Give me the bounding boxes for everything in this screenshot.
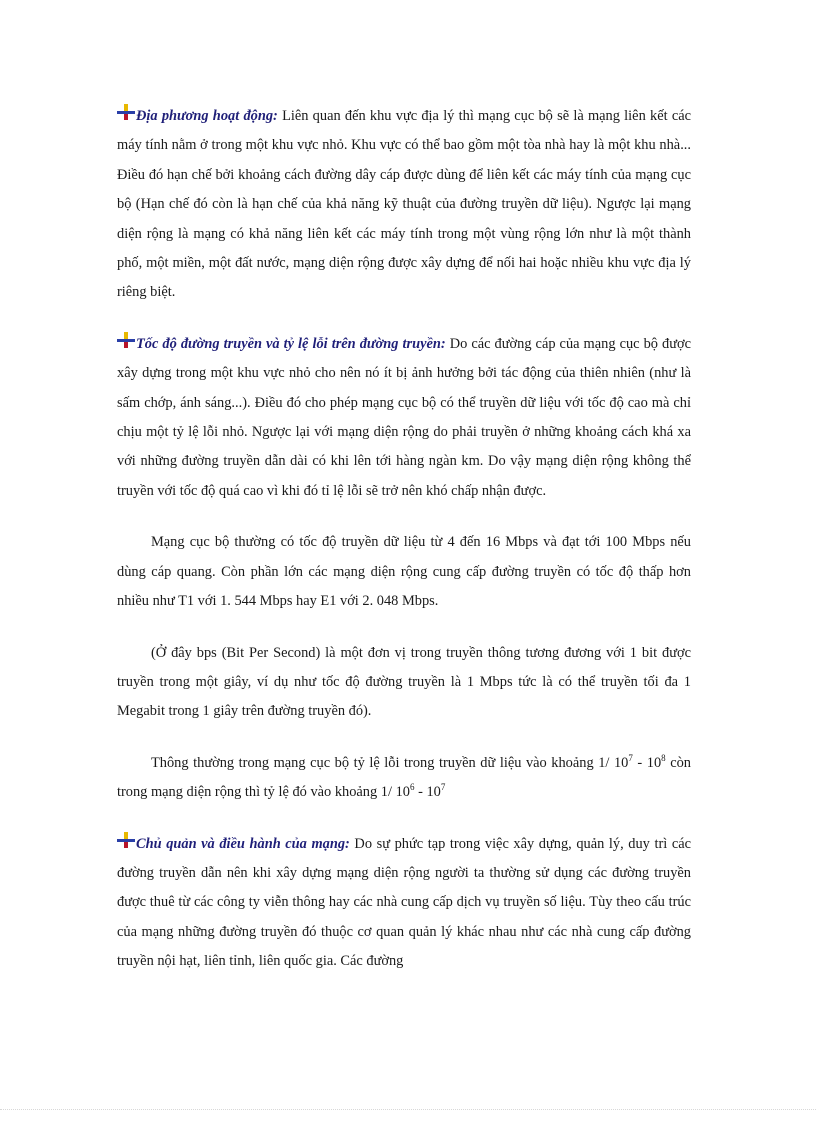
paragraph-text: - 10 [632,754,662,771]
paragraph-mang-cuc-bo [117,528,691,616]
bullet-icon [117,104,135,122]
superscript: 6 [409,782,415,793]
superscript: 7 [440,782,446,793]
paragraph-text: còn trong mạng diện rộng thì tỷ lệ đó vào khoảng 1/ 10 [117,754,691,801]
paragraph-chu-quan [117,830,691,977]
paragraph-bps-note [117,639,691,727]
paragraph-text: Do các đường cáp của mạng cục bộ được xây dựng trong một khu vực nhỏ cho nên nó ít bị ảnh hưởng bởi tác động của thiên nhiên (như là sấm chớp, ánh sáng...). Điều đó cho phép mạng cục bộ có thể truyền dữ liệu với tốc độ cao mà chỉ chịu một tỷ lệ lỗi nhỏ. Ngược lại với mạng diện rộng do phải truyền ở những khoảng cách khá xa với những đường truyền dẫn dài có khi lên tới hàng ngàn km. Do vậy mạng diện rộng không thể truyền với tốc độ quá cao vì khi đó tỉ lệ lỗi sẽ trở nên khó chấp nhận được. [117,335,691,499]
paragraph-text: Thông thường trong mạng cục bộ tỷ lệ lỗi trong truyền dữ liệu vào khoảng 1/ 10 [151,754,629,771]
paragraph-text: Mạng cục bộ thường có tốc độ truyền dữ liệu từ 4 đến 16 Mbps và đạt tới 100 Mbps nếu dùng cáp quang. Còn phần lớn các mạng diện rộng cung cấp đường truyền có tốc độ thấp hơn nhiều như T1 với 1. 544 Mbps hay E1 với 2. 048 Mbps. [117,534,691,610]
paragraph-heading: Tốc độ đường truyền và tỷ lệ lỗi trên đường truyền: [136,335,446,352]
paragraph-ty-le-loi [117,749,691,808]
paragraph-text: Liên quan đến khu vực địa lý thì mạng cục bộ sẽ là mạng liên kết các máy tính nằm ở trong một khu vực nhỏ. Khu vực có thể bao gồm một tòa nhà hay là một khu nhà... Điều đó hạn chế bởi khoảng cách đường dây cáp được dùng để liên kết các máy tính của mạng cục bộ (Hạn chế đó còn là hạn chế của khả năng kỹ thuật của đường truyền dữ liệu). Ngược lại mạng diện rộng là mạng có khả năng liên kết các máy tính trong một vùng rộng lớn như là một thành phố, một miền, một đất nước, mạng diện rộng được xây dựng để nối hai hoặc nhiều khu vực địa lý riêng biệt. [117,108,691,301]
page-bottom-divider [0,1109,816,1110]
paragraph-text: - 10 [414,784,441,801]
superscript: 8 [661,752,666,763]
bullet-icon [117,832,135,850]
paragraph-text: (Ở đây bps (Bit Per Second) là một đơn vị trong truyền thông tương đương với 1 bit được truyền trong một giây, ví dụ như tốc độ đường truyền là 1 Mbps tức là có thể truyền tối đa 1 Megabit trong 1 giây trên đường truyền đó). [117,644,691,720]
document-body [117,102,691,999]
paragraph-heading: Chủ quản và điều hành của mạng: [136,835,350,852]
bullet-icon [117,332,135,350]
paragraph-heading: Địa phương hoạt động: [136,108,278,124]
paragraph-text: Do sự phức tạp trong việc xây dựng, quản lý, duy trì các đường truyền dẫn nên khi xây dựng mạng diện rộng người ta thường sử dụng các đường truyền được thuê từ các công ty viễn thông hay các nhà cung cấp dịch vụ truyền số liệu. Tùy theo cấu trúc của mạng những đường truyền đó thuộc cơ quan quản lý khác nhau như các nhà cung cấp đường truyền nội hạt, liên tỉnh, liên quốc gia. Các đường [117,835,691,970]
paragraph-toc-do [117,330,691,506]
paragraph-dia-phuong [117,102,691,308]
superscript: 7 [628,752,633,763]
